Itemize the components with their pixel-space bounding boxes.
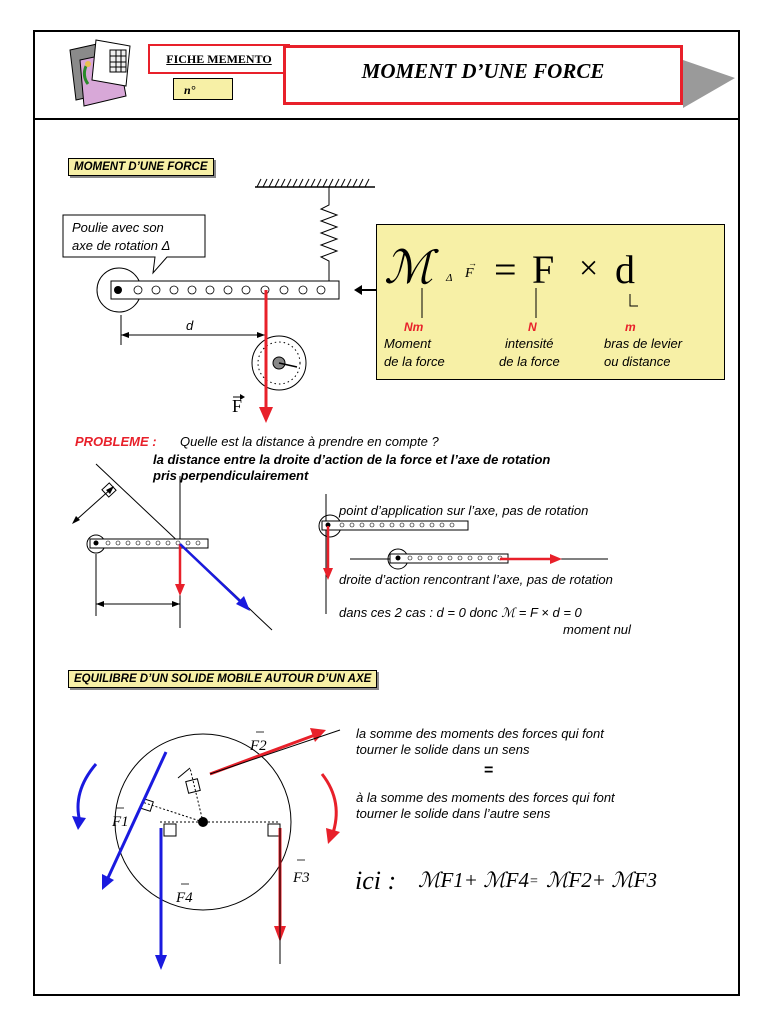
label-f4: F4 (176, 890, 193, 906)
equilibre-text-1b: tourner le solide dans un sens (356, 742, 530, 757)
probleme-answer-2: pris perpendiculairement (153, 468, 309, 483)
unit-nm: Nm (404, 320, 424, 334)
section-heading-moment: MOMENT D’UNE FORCE (68, 158, 214, 176)
desc-intensite-2: de la force (499, 354, 560, 369)
delta-subscript: Δ (446, 272, 453, 284)
pointer-arrow-icon (352, 282, 378, 298)
fiche-number: n° (173, 78, 233, 100)
equilibre-text-1a: la somme des moments des forces qui font (356, 726, 604, 741)
unit-m: m (625, 320, 636, 334)
callout-text-1: Poulie avec son (72, 220, 164, 235)
unit-n: N (528, 320, 537, 334)
header-divider (33, 118, 738, 120)
formula-f: F (532, 247, 555, 292)
callout-text-2: axe de rotation Δ (72, 238, 171, 253)
conclusion-text: dans ces 2 cas : d = 0 donc ℳ = F × d = 0 (339, 605, 582, 620)
memento-logo-icon (66, 36, 146, 116)
label-f1: F1 (112, 814, 129, 830)
equation-rhs: ℳF2+ ℳF3 (546, 868, 657, 892)
fiche-memento-label: FICHE MEMENTO (148, 44, 290, 74)
label-f3: F3 (293, 870, 310, 886)
label-f2: F2 (250, 738, 267, 754)
moment-symbol: ℳ (384, 242, 434, 293)
desc-moment-1: Moment (384, 336, 431, 351)
desc-intensite-1: intensité (505, 336, 554, 351)
probleme-answer-1: la distance entre la droite d’action de la force et l’axe de rotation (153, 452, 551, 467)
desc-bras-1: bras de levier (604, 336, 683, 351)
equation-equals: = (530, 874, 538, 889)
formula-d: d (615, 247, 635, 292)
case2-text: droite d’action rencontrant l’axe, pas de rotation (339, 572, 613, 587)
equilibre-equals: = (484, 762, 494, 779)
page-title: MOMENT D’UNE FORCE (283, 45, 683, 105)
probleme-question: Quelle est la distance à prendre en compte ? (180, 434, 439, 449)
force-subscript: F (465, 266, 474, 281)
pulley-diagram (55, 175, 375, 425)
section-heading-equilibre: EQUILIBRE D’UN SOLIDE MOBILE AUTOUR D’UN AXE (68, 670, 377, 688)
equilibre-diagram (60, 712, 360, 982)
ici-label: ici : (355, 866, 397, 895)
equilibre-text-2b: tourner le solide dans l’autre sens (356, 806, 551, 821)
desc-moment-2: de la force (384, 354, 445, 369)
probleme-label: PROBLEME : (75, 434, 157, 449)
equilibre-text-2a: à la somme des moments des forces qui font (356, 790, 615, 805)
force-f-label: F (232, 396, 243, 416)
formula-equals: = (494, 247, 517, 292)
distance-d-label: d (186, 318, 194, 333)
desc-bras-2: ou distance (604, 354, 671, 369)
formula-brackets (376, 286, 723, 322)
equation-lhs: ℳF1+ ℳF4 (418, 868, 529, 892)
formula-times: × (579, 250, 599, 287)
case1-text: point d’application sur l’axe, pas de rotation (339, 503, 589, 518)
vector-arrow-icon: → (468, 258, 477, 268)
moment-nul-text: moment nul (563, 622, 631, 637)
